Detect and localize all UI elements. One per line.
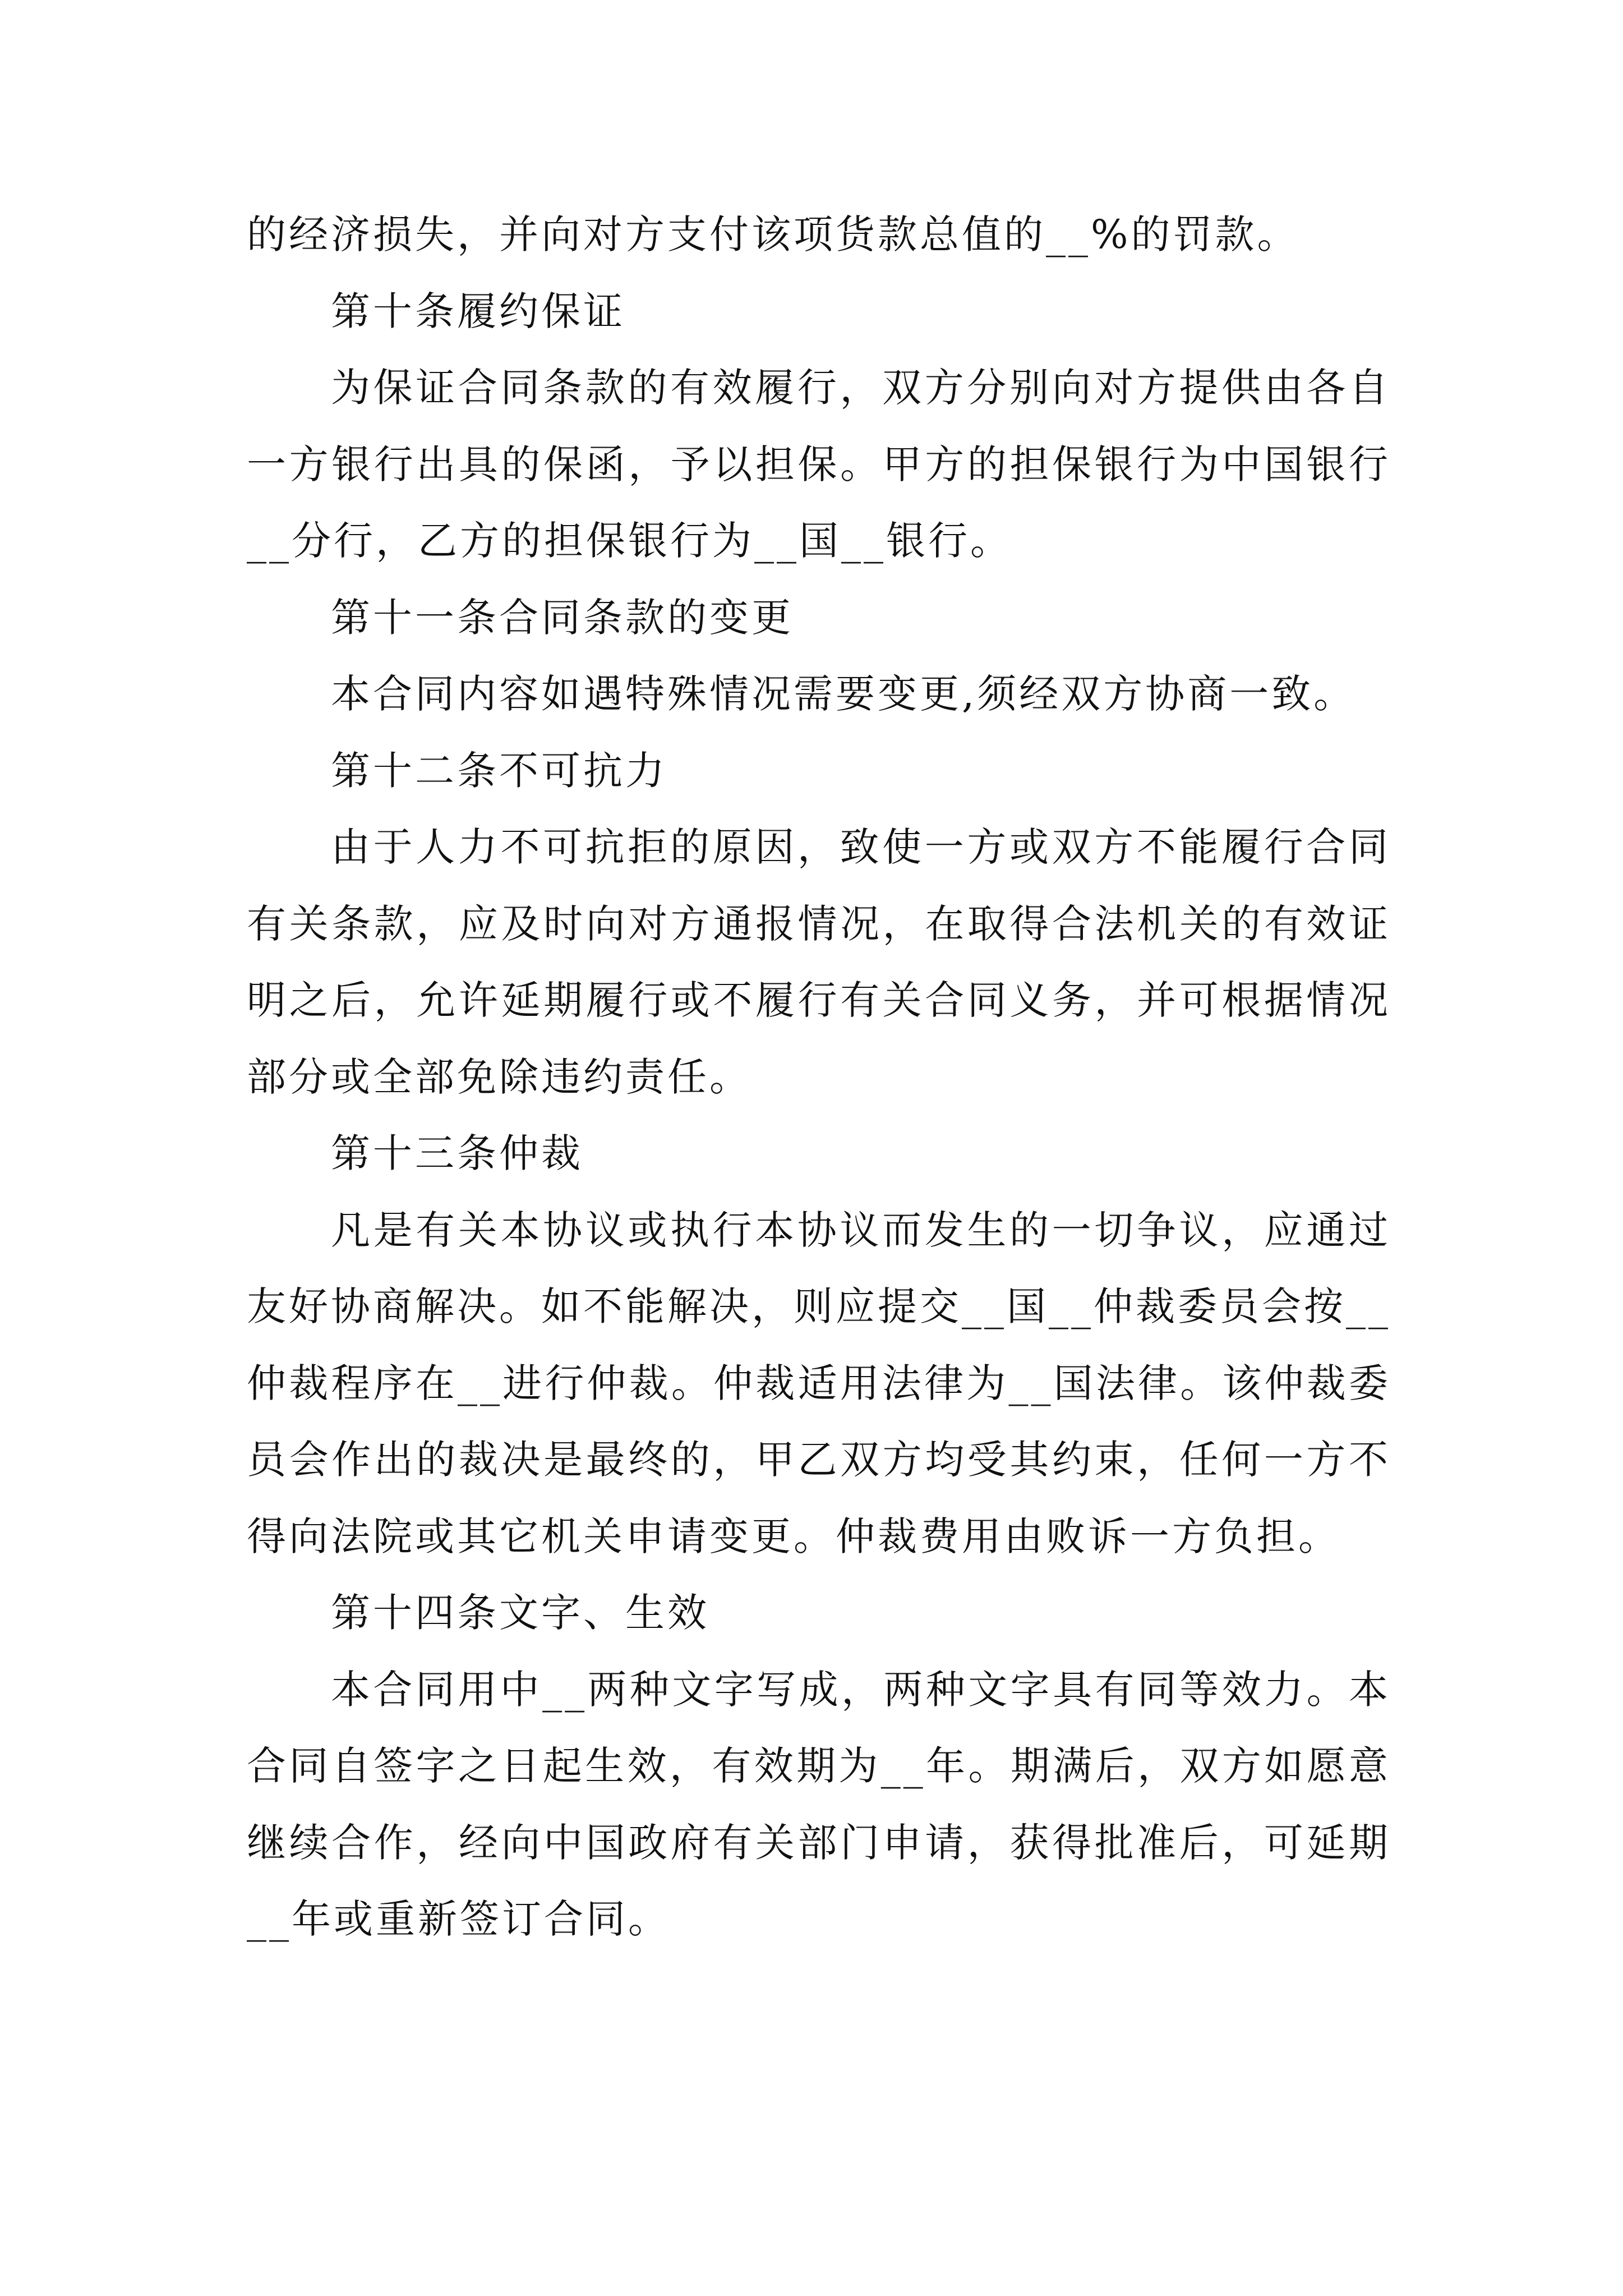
article-14-heading: 第十四条文字、生效 bbox=[331, 1590, 709, 1636]
document-body bbox=[247, 196, 1391, 1958]
article-14-body: 本合同用中__两种文字写成，两种文字具有同等效力。本合同自签字之日起生效，有效期为__年。期满后，双方如愿意继续合作，经向中国政府有关部门申请，获得批准后，可延期__年或重新签订合同。 bbox=[247, 1666, 1391, 1942]
article-11-body: 本合同内容如遇特殊情况需要变更,须经双方协商一致。 bbox=[331, 671, 1356, 717]
article-10-heading: 第十条履约保证 bbox=[331, 288, 625, 334]
article-13-heading: 第十三条仲裁 bbox=[331, 1130, 583, 1176]
article-12-body: 由于人力不可抗拒的原因，致使一方或双方不能履行合同有关条款，应及时向对方通报情况，在取得合法机关的有效证明之后，允许延期履行或不履行有关合同义务，并可根据情况部分或全部免除违约责任。 bbox=[247, 824, 1391, 1100]
article-12-heading: 第十二条不可抗力 bbox=[331, 747, 667, 794]
article-11-heading: 第十一条合同条款的变更 bbox=[331, 594, 794, 641]
article-10-body: 为保证合同条款的有效履行，双方分别向对方提供由各自一方银行出具的保函，予以担保。甲方的担保银行为中国银行__分行，乙方的担保银行为__国__银行。 bbox=[247, 365, 1391, 564]
paragraph-continuation: 的经济损失，并向对方支付该项货款总值的__%的罚款。 bbox=[247, 211, 1299, 257]
article-13-body: 凡是有关本协议或执行本协议而发生的一切争议，应通过友好协商解决。如不能解决，则应提交__国__仲裁委员会按__仲裁程序在__进行仲裁。仲裁适用法律为__国法律。该仲裁委员会作出的裁决是最终的，甲乙双方均受其约束，任何一方不得向法院或其它机关申请变更。仲裁费用由败诉一方负担。 bbox=[247, 1207, 1391, 1559]
